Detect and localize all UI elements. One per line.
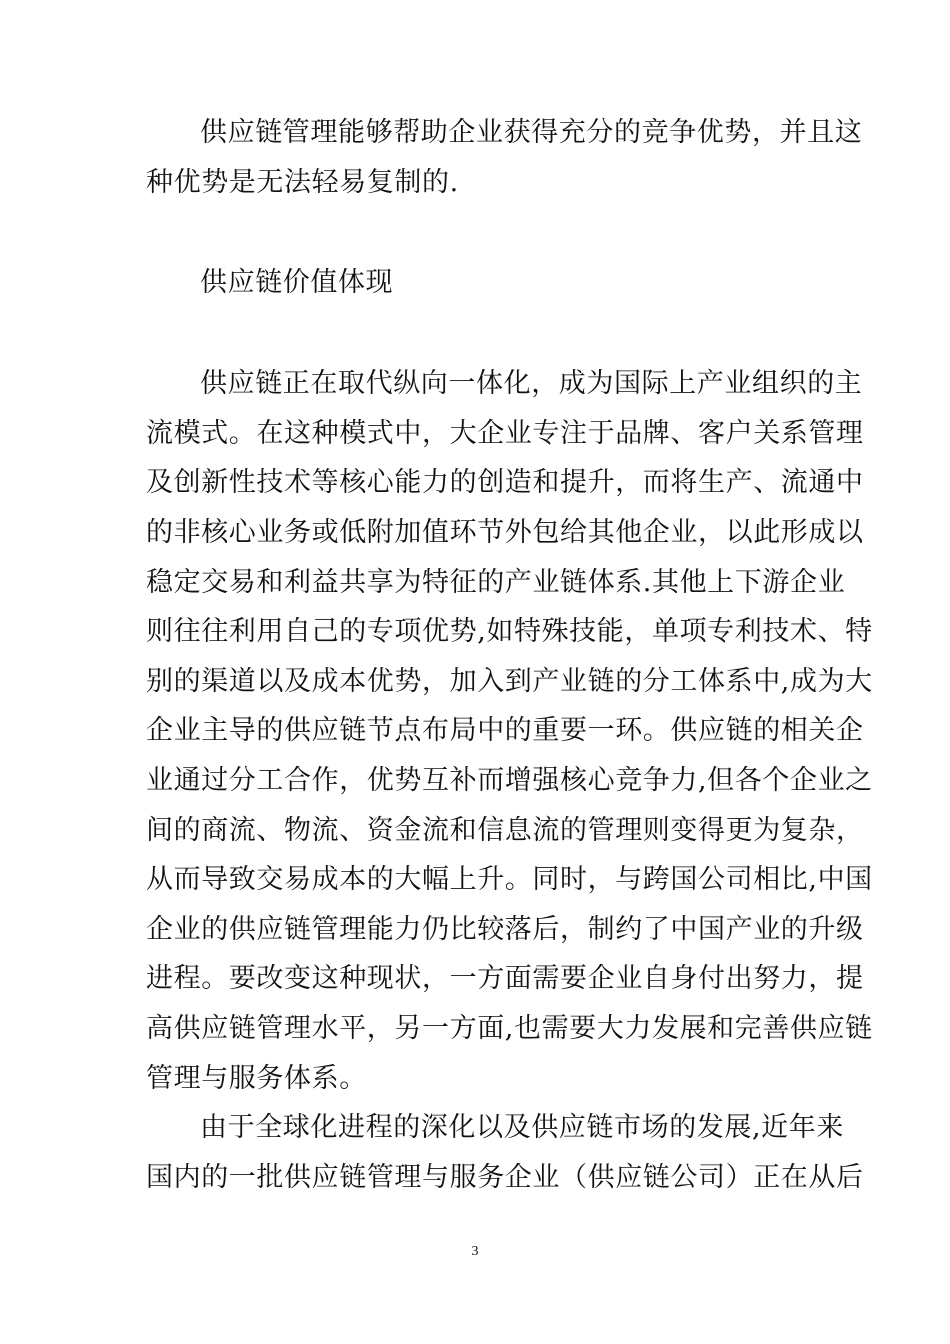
paragraph-3-line-4: 的非核心业务或低附加值环节外包给其他企业，以此形成以 [146,517,864,548]
paragraph-3-line-14: 高供应链管理水平，另一方面,也需要大力发展和完善供应链 [146,1013,873,1044]
paragraph-3-line-6: 则往往利用自己的专项优势,如特殊技能，单项专利技术、特 [146,616,873,647]
paragraph-1-line-2: 种优势是无法轻易复制的. [146,167,459,198]
paragraph-3-line-1: 供应链正在取代纵向一体化，成为国际上产业组织的主 [200,368,863,399]
section-heading: 供应链价值体现 [200,267,394,298]
paragraph-3-line-7: 别的渠道以及成本优势，加入到产业链的分工体系中,成为大 [146,666,873,697]
paragraph-3-line-5: 稳定交易和利益共享为特征的产业链体系.其他上下游企业 [146,567,846,598]
paragraph-3-line-11: 从而导致交易成本的大幅上升。同时，与跨国公司相比,中国 [146,864,873,895]
paragraph-3-line-12: 企业的供应链管理能力仍比较落后，制约了中国产业的升级 [146,914,864,945]
paragraph-4-line-2: 国内的一批供应链管理与服务企业（供应链公司）正在从后 [146,1162,864,1193]
paragraph-1-line-1: 供应链管理能够帮助企业获得充分的竞争优势，并且这 [200,117,863,148]
paragraph-3-line-3: 及创新性技术等核心能力的创造和提升，而将生产、流通中 [146,467,864,498]
paragraph-3-line-10: 间的商流、物流、资金流和信息流的管理则变得更为复杂， [146,815,864,846]
paragraph-3-line-8: 企业主导的供应链节点布局中的重要一环。供应链的相关企 [146,715,864,746]
page-number: 3 [471,1244,479,1259]
paragraph-3-line-2: 流模式。在这种模式中，大企业专注于品牌、客户关系管理 [146,418,864,449]
paragraph-3-line-9: 业通过分工合作，优势互补而增强核心竞争力,但各个企业之 [146,765,873,796]
paragraph-4-line-1: 由于全球化进程的深化以及供应链市场的发展,近年来 [200,1112,844,1143]
paragraph-3-line-13: 进程。要改变这种现状，一方面需要企业自身付出努力，提 [146,963,864,994]
paragraph-3-line-15: 管理与服务体系。 [146,1063,367,1094]
